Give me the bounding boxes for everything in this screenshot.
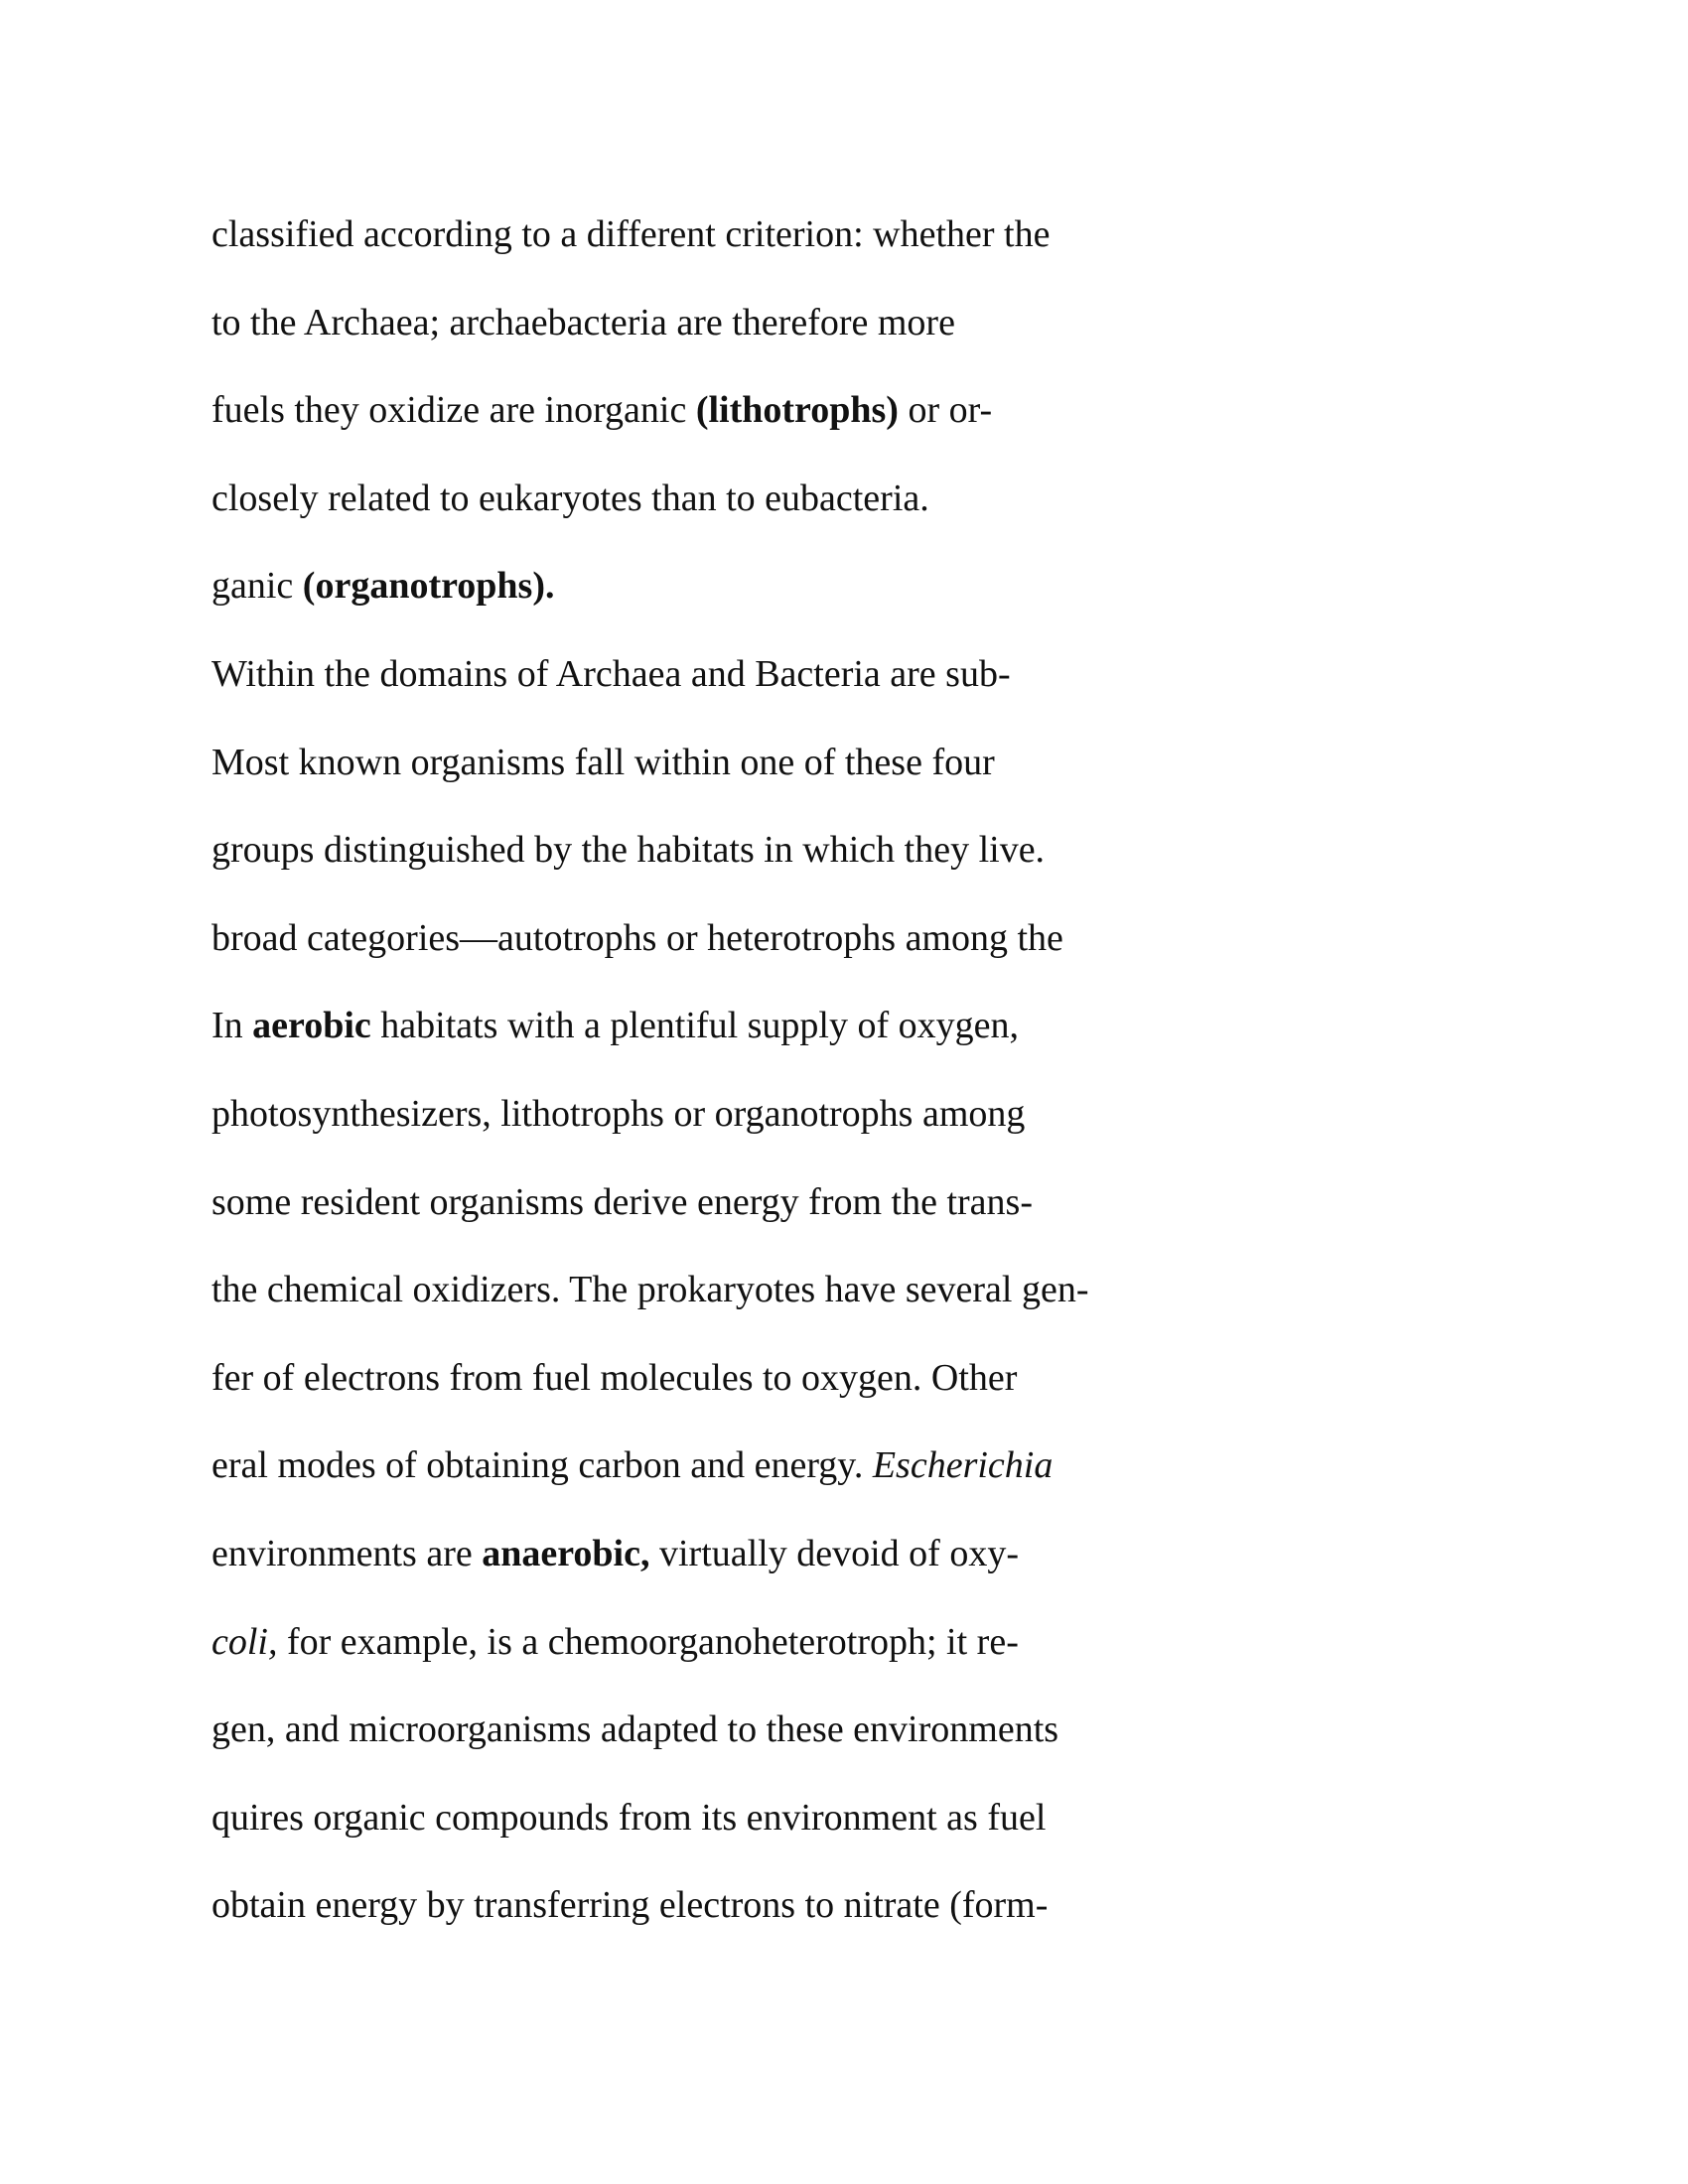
text-segment: fuels they oxidize are inorganic bbox=[211, 389, 696, 432]
text-line bbox=[211, 279, 1502, 367]
text-segment: Most known organisms fall within one of these four bbox=[211, 741, 995, 783]
text-line bbox=[211, 806, 1502, 894]
text-segment: broad categories—autotrophs or heterotrophs among the bbox=[211, 916, 1063, 959]
text-segment: for example, is a chemoorganoheterotroph; it re- bbox=[277, 1620, 1019, 1663]
text-line bbox=[211, 630, 1502, 719]
bold-term: aerobic bbox=[252, 1005, 371, 1047]
bold-term: (organotrophs). bbox=[302, 565, 555, 608]
text-segment: photosynthesizers, lithotrophs or organotrophs among bbox=[211, 1092, 1026, 1135]
text-segment: to the Archaea; archaebacteria are therefore more bbox=[211, 301, 955, 343]
text-line bbox=[211, 366, 1502, 455]
text-segment: eral modes of obtaining carbon and energy. bbox=[211, 1444, 873, 1487]
text-line bbox=[211, 1598, 1502, 1687]
text-segment: habitats with a plentiful supply of oxygen, bbox=[370, 1005, 1019, 1047]
text-segment: ganic bbox=[211, 565, 303, 608]
text-line bbox=[211, 1422, 1502, 1510]
text-line bbox=[211, 1861, 1502, 1950]
text-segment: environments are bbox=[211, 1532, 483, 1574]
bold-term: (lithotrophs) bbox=[695, 389, 899, 432]
text-line bbox=[211, 1070, 1502, 1159]
text-segment: or or- bbox=[898, 389, 993, 432]
text-segment: quires organic compounds from its environment as fuel bbox=[211, 1796, 1047, 1839]
text-segment: fer of electrons from fuel molecules to oxygen. Other bbox=[211, 1356, 1018, 1399]
bold-term: anaerobic, bbox=[482, 1532, 650, 1574]
text-segment: the chemical oxidizers. The prokaryotes have several gen- bbox=[211, 1269, 1089, 1311]
text-segment: classified according to a different criterion: whether the bbox=[211, 213, 1051, 255]
text-line bbox=[211, 1246, 1502, 1334]
text-segment: virtually devoid of oxy- bbox=[649, 1532, 1019, 1574]
text-line bbox=[211, 1334, 1502, 1423]
italic-term: Escherichia bbox=[872, 1444, 1054, 1487]
text-line bbox=[211, 191, 1502, 279]
text-line bbox=[211, 982, 1502, 1070]
text-line bbox=[211, 455, 1502, 543]
text-line bbox=[211, 542, 1502, 630]
text-segment: Within the domains of Archaea and Bacteria are sub- bbox=[211, 652, 1011, 695]
text-line bbox=[211, 1774, 1502, 1862]
text-segment: groups distinguished by the habitats in which they live. bbox=[211, 829, 1046, 872]
text-line bbox=[211, 1510, 1502, 1598]
text-segment: some resident organisms derive energy from the trans- bbox=[211, 1180, 1033, 1223]
text-segment: obtain energy by transferring electrons to nitrate (form- bbox=[211, 1884, 1049, 1927]
text-line bbox=[211, 719, 1502, 807]
text-segment: gen, and microorganisms adapted to these environments bbox=[211, 1708, 1059, 1751]
text-segment: In bbox=[211, 1005, 253, 1047]
text-line bbox=[211, 1159, 1502, 1247]
text-line bbox=[211, 1686, 1502, 1774]
text-segment: closely related to eukaryotes than to eubacteria. bbox=[211, 477, 929, 519]
text-line bbox=[211, 894, 1502, 983]
body-text bbox=[211, 191, 1502, 1950]
italic-term: coli, bbox=[211, 1620, 278, 1663]
